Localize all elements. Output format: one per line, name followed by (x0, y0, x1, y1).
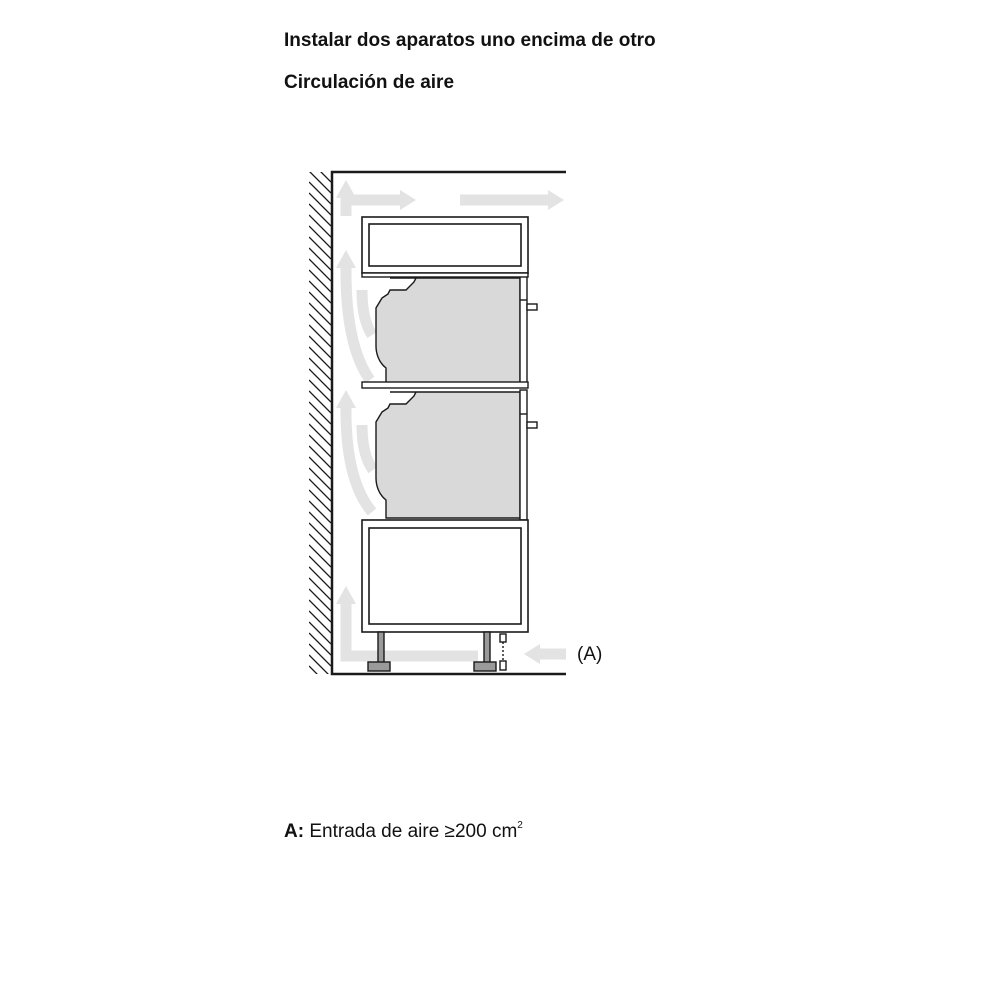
air-arrow-top-vertical (346, 200, 400, 216)
hatch-line (309, 204, 331, 226)
hatch-line (309, 336, 331, 358)
air-arrow-head-icon (524, 644, 540, 664)
top-cabinet (362, 217, 528, 273)
hatch-line (309, 589, 331, 611)
cabinet-foot-icon (368, 662, 390, 671)
air-arrow-head-icon (336, 180, 356, 198)
legend (284, 821, 523, 841)
hatch-line (309, 303, 331, 325)
hatch-line (309, 578, 331, 600)
hatch-line (309, 193, 331, 215)
hatch-line (309, 325, 331, 347)
hatch-line (309, 435, 331, 457)
hatch-line (309, 446, 331, 468)
hatch-line (309, 655, 331, 677)
hatch-line (309, 413, 331, 435)
hatch-line (309, 479, 331, 501)
page-title: Instalar dos aparatos uno encima de otro (284, 30, 656, 51)
hatch-line (309, 402, 331, 424)
hatch-line (309, 259, 331, 281)
cabinet-foot-icon (378, 632, 384, 664)
air-arrow-head-icon (548, 190, 564, 210)
hatch-line (309, 468, 331, 490)
hatch-line (309, 270, 331, 292)
hatch-line (309, 666, 331, 688)
hatch-line (309, 182, 331, 204)
hatch-line (309, 545, 331, 567)
hatch-line (309, 688, 331, 710)
hatch-line (309, 160, 331, 182)
base-cabinet (362, 520, 528, 632)
hatch-line (309, 380, 331, 402)
air-arrow-head-icon (400, 190, 416, 210)
hatch-line (309, 677, 331, 699)
hatch-line (309, 699, 331, 721)
hatch-line (309, 567, 331, 589)
air-arrow-lower-curve-2 (362, 425, 373, 470)
hatch-line (309, 215, 331, 237)
hatch-line (309, 501, 331, 523)
hatch-line (309, 237, 331, 259)
hatch-line (309, 347, 331, 369)
hatch-line (309, 281, 331, 303)
legend-text: Entrada de aire ≥200 cm (309, 821, 518, 842)
hatch-line (309, 534, 331, 556)
hatch-line (309, 512, 331, 534)
hatch-line (309, 226, 331, 248)
plinth-clip (500, 634, 506, 642)
hatch-line (309, 556, 331, 578)
hatch-line (309, 171, 331, 193)
hatch-line (309, 490, 331, 512)
cabinet-foot-icon (474, 662, 496, 671)
plinth-clip (500, 661, 506, 670)
legend-key: A: (284, 821, 305, 842)
wall-hatch-icon (309, 160, 331, 721)
hatch-line (309, 611, 331, 633)
air-arrow-head-icon (336, 250, 356, 268)
hatch-line (309, 424, 331, 446)
hatch-line (309, 391, 331, 413)
hatch-line (309, 523, 331, 545)
middle-shelf (362, 382, 528, 388)
cabinet-foot-icon (484, 632, 490, 664)
hatch-line (309, 457, 331, 479)
hatch-line (309, 622, 331, 644)
hatch-line (309, 292, 331, 314)
hatch-line (309, 358, 331, 380)
callout-label-a: (A) (577, 644, 603, 665)
page-subtitle: Circulación de aire (284, 72, 455, 93)
hatch-line (309, 314, 331, 336)
air-arrow-upper-curve-2 (362, 290, 372, 335)
oven-appliance-icon-upper (362, 273, 537, 386)
air-arrow-head-icon (336, 586, 356, 604)
oven-appliance-icon-lower (376, 390, 537, 520)
hatch-line (309, 600, 331, 622)
hatch-line (309, 644, 331, 666)
hatch-line (309, 248, 331, 270)
hatch-line (309, 633, 331, 655)
air-arrow-head-icon (336, 390, 356, 408)
legend-superscript: 2 (517, 820, 523, 831)
hatch-line (309, 369, 331, 391)
